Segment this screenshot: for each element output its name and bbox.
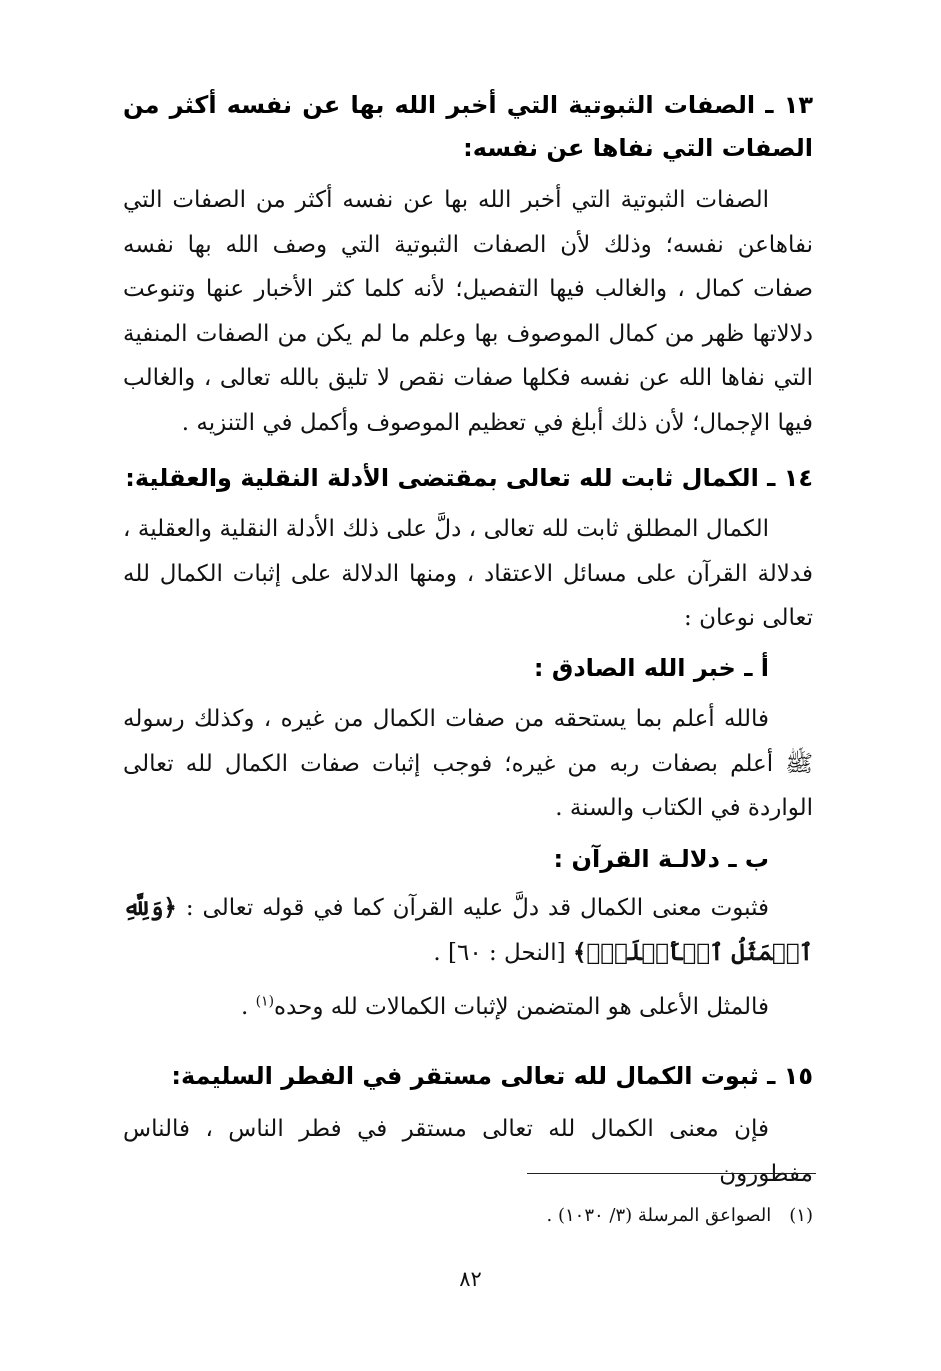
subsection-a-heading: أ ـ خبر الله الصادق : bbox=[533, 654, 769, 682]
quran-verse: ﴿وَلِلَّهِ ٱلۡمَثَلُ ٱلۡأَعۡلَىٰۚ﴾ bbox=[123, 894, 813, 966]
section-14-heading: ١٤ ـ الكمال ثابت لله تعالى بمقتضى الأدلة النقلية والعقلية: bbox=[125, 464, 813, 492]
page-number: ٨٢ bbox=[459, 1267, 482, 1291]
section-14-paragraph: الكمال المطلق ثابت لله تعالى ، دلَّ على ذلك الأدلة النقلية والعقلية ، فدلالة القرآن على مسائل الاعتقاد ، ومنها الدلالة على إثبات الكمال لله تعالى نوعان : bbox=[123, 516, 813, 631]
footnote-reference[interactable]: (١) bbox=[255, 993, 275, 1010]
subsection-b-paragraph bbox=[123, 886, 813, 975]
conclusion-end: . bbox=[240, 994, 256, 1020]
section-13-paragraph: الصفات الثبوتية التي أخبر الله بها عن نفسه أكثر من الصفات التي نفاهاعن نفسه؛ وذلك لأن الصفات الثبوتية التي وصف الله بها نفسه صفات كمال ، والغالب فيها التفصيل؛ لأنه كلما كثر الأخبار عنها وتنوعت دلالاتها ظهر من كمال الموصوف بها وعلم ما لم يكن من الصفات المنفية التي نفاها الله عن نفسه فكلها صفات نقص لا تليق بالله تعالى ، والغالب فيها الإجمال؛ لأن ذلك أبلغ في تعظيم الموصوف وأكمل في التنزيه . bbox=[123, 187, 813, 436]
subsection-b-intro: فثبوت معنى الكمال قد دلَّ عليه القرآن كما في قوله تعالى : bbox=[176, 895, 769, 921]
section-15-heading: ١٥ ـ ثبوت الكمال لله تعالى مستقر في الفطر السليمة: bbox=[171, 1062, 813, 1090]
footnote-divider bbox=[527, 1173, 816, 1174]
subsection-a-paragraph: فالله أعلم بما يستحقه من صفات الكمال من غيره ، وكذلك رسوله ﷺ أعلم بصفات ربه من غيره؛ فوجب إثبات صفات الكمال لله تعالى الواردة في الكتاب والسنة . bbox=[123, 706, 813, 821]
conclusion-text: فالمثل الأعلى هو المتضمن لإثبات الكمالات لله وحده bbox=[274, 994, 769, 1020]
subsection-b-conclusion bbox=[123, 985, 813, 1030]
section-15-paragraph: فإن معنى الكمال لله تعالى مستقر في فطر الناس ، فالناس مفطورون bbox=[123, 1116, 813, 1187]
footnote-item bbox=[123, 1201, 813, 1231]
footnote-text: الصواعق المرسلة (٣/ ١٠٣٠) . bbox=[546, 1205, 772, 1226]
section-13-heading: ١٣ ـ الصفات الثبوتية التي أخبر الله بها عن نفسه أكثر من الصفات التي نفاها عن نفسه: bbox=[123, 91, 813, 162]
subsection-b-heading: ب ـ دلالـة القرآن : bbox=[553, 845, 769, 873]
footnote-marker: (١) bbox=[789, 1205, 813, 1226]
verse-citation: [النحل : ٦٠] . bbox=[433, 939, 573, 966]
